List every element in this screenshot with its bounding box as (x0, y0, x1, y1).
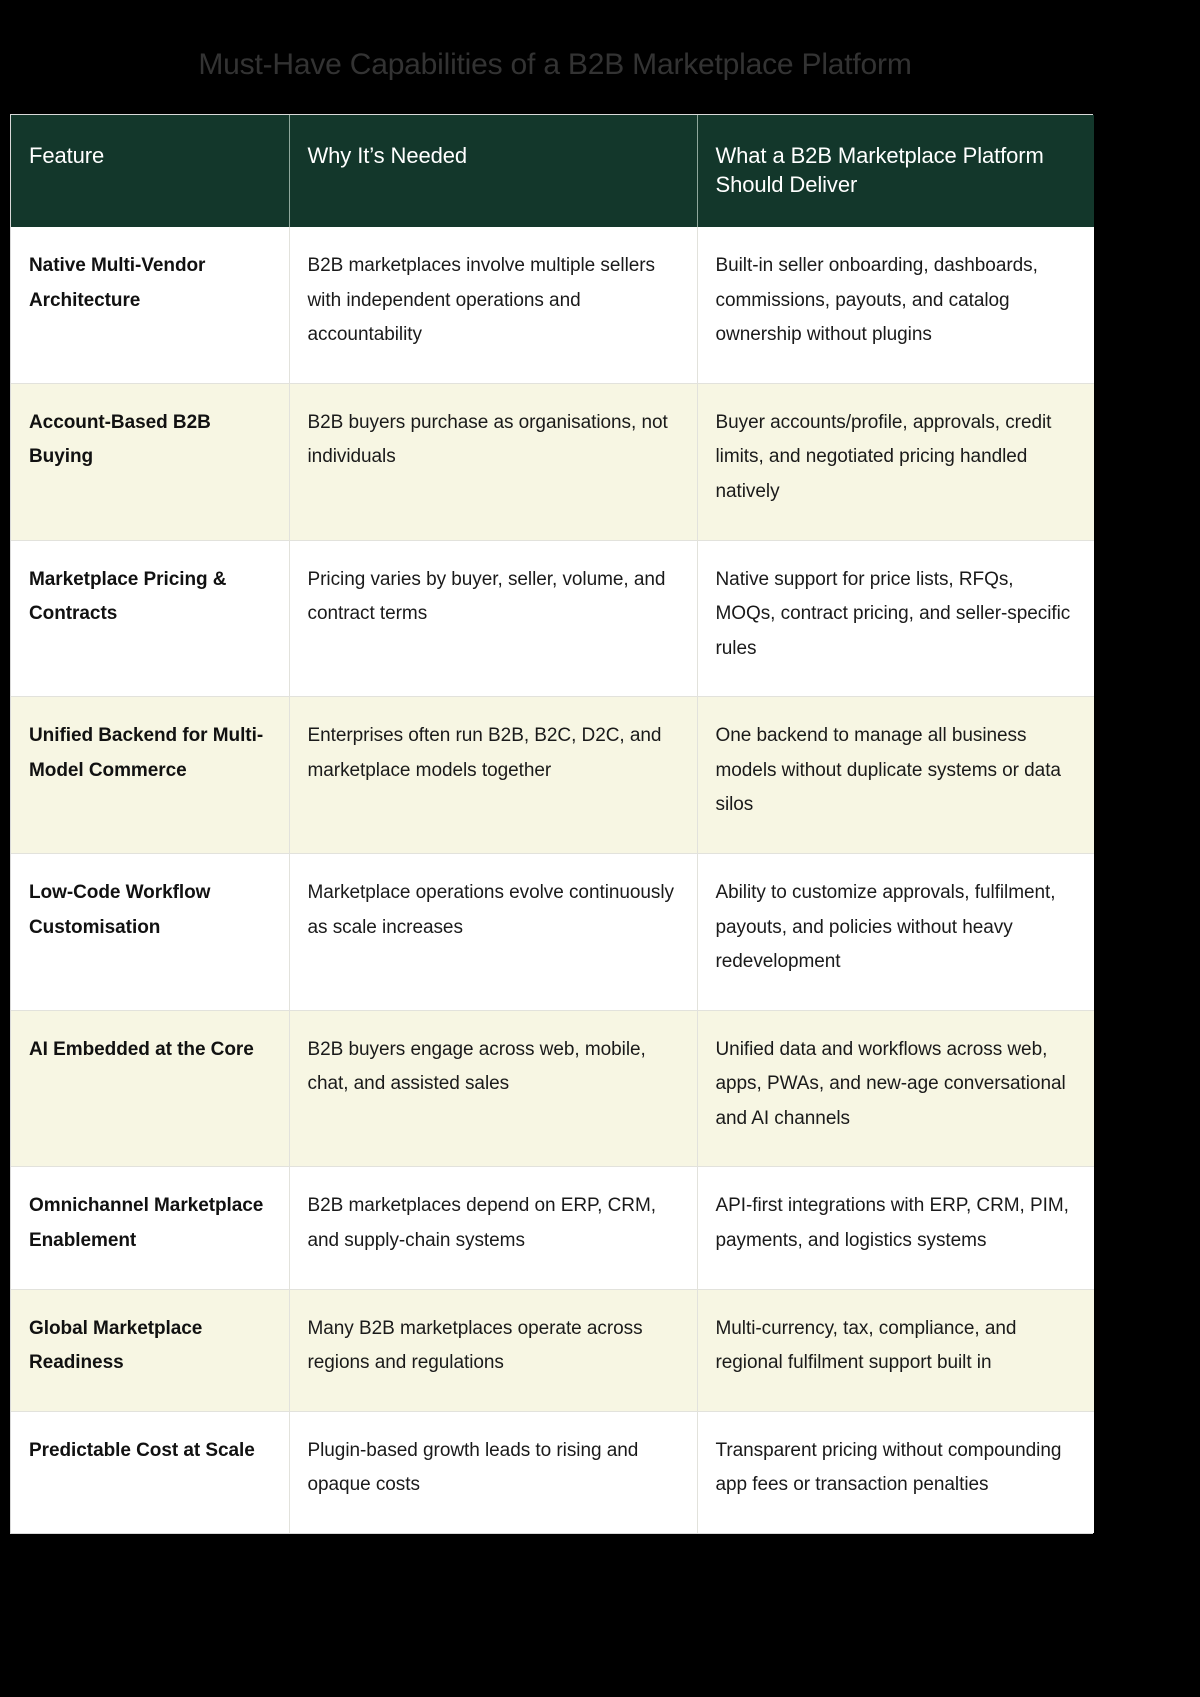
cell-what-deliver: Transparent pricing without compounding app fees or transaction penalties (697, 1411, 1094, 1533)
table-row (11, 1289, 1094, 1411)
table-row (11, 1411, 1094, 1533)
cell-feature: Marketplace Pricing & Contracts (11, 540, 289, 697)
column-header-why-needed: Why It’s Needed (289, 115, 697, 227)
table-header (11, 115, 1094, 227)
cell-why-needed: Plugin-based growth leads to rising and opaque costs (289, 1411, 697, 1533)
cell-what-deliver: Built-in seller onboarding, dashboards, commissions, payouts, and catalog ownership without plugins (697, 227, 1094, 383)
cell-feature: Omnichannel Marketplace Enablement (11, 1167, 289, 1289)
table-row (11, 1167, 1094, 1289)
cell-why-needed: Enterprises often run B2B, B2C, D2C, and marketplace models together (289, 697, 697, 854)
cell-feature: Account-Based B2B Buying (11, 383, 289, 540)
cell-what-deliver: Multi-currency, tax, compliance, and regional fulfilment support built in (697, 1289, 1094, 1411)
cell-what-deliver: One backend to manage all business models without duplicate systems or data silos (697, 697, 1094, 854)
table-row (11, 227, 1094, 383)
cell-feature: Native Multi-Vendor Architecture (11, 227, 289, 383)
cell-why-needed: B2B buyers engage across web, mobile, chat, and assisted sales (289, 1010, 697, 1167)
cell-what-deliver: Unified data and workflows across web, apps, PWAs, and new-age conversational and AI channels (697, 1010, 1094, 1167)
table-row (11, 697, 1094, 854)
cell-what-deliver: Native support for price lists, RFQs, MOQs, contract pricing, and seller-specific rules (697, 540, 1094, 697)
cell-what-deliver: API-first integrations with ERP, CRM, PIM, payments, and logistics systems (697, 1167, 1094, 1289)
table-body (11, 227, 1094, 1533)
cell-why-needed: B2B marketplaces involve multiple sellers with independent operations and accountability (289, 227, 697, 383)
table-row (11, 1010, 1094, 1167)
table-row (11, 383, 1094, 540)
cell-what-deliver: Ability to customize approvals, fulfilment, payouts, and policies without heavy redevelopment (697, 854, 1094, 1011)
column-header-feature: Feature (11, 115, 289, 227)
capabilities-table (11, 115, 1094, 1533)
cell-feature: Unified Backend for Multi-Model Commerce (11, 697, 289, 854)
cell-what-deliver: Buyer accounts/profile, approvals, credit limits, and negotiated pricing handled natively (697, 383, 1094, 540)
table-header-row (11, 115, 1094, 227)
cell-why-needed: Marketplace operations evolve continuously as scale increases (289, 854, 697, 1011)
cell-why-needed: B2B marketplaces depend on ERP, CRM, and supply-chain systems (289, 1167, 697, 1289)
cell-feature: Global Marketplace Readiness (11, 1289, 289, 1411)
cell-why-needed: Pricing varies by buyer, seller, volume, and contract terms (289, 540, 697, 697)
cell-feature: Predictable Cost at Scale (11, 1411, 289, 1533)
cell-why-needed: Many B2B marketplaces operate across regions and regulations (289, 1289, 697, 1411)
cell-feature: AI Embedded at the Core (11, 1010, 289, 1167)
table-row (11, 854, 1094, 1011)
page-title: Must-Have Capabilities of a B2B Marketplace Platform (198, 48, 912, 82)
cell-feature: Low-Code Workflow Customisation (11, 854, 289, 1011)
table-row (11, 540, 1094, 697)
column-header-what-deliver: What a B2B Marketplace Platform Should Deliver (697, 115, 1094, 227)
capabilities-table-container (10, 114, 1093, 1534)
cell-why-needed: B2B buyers purchase as organisations, not individuals (289, 383, 697, 540)
